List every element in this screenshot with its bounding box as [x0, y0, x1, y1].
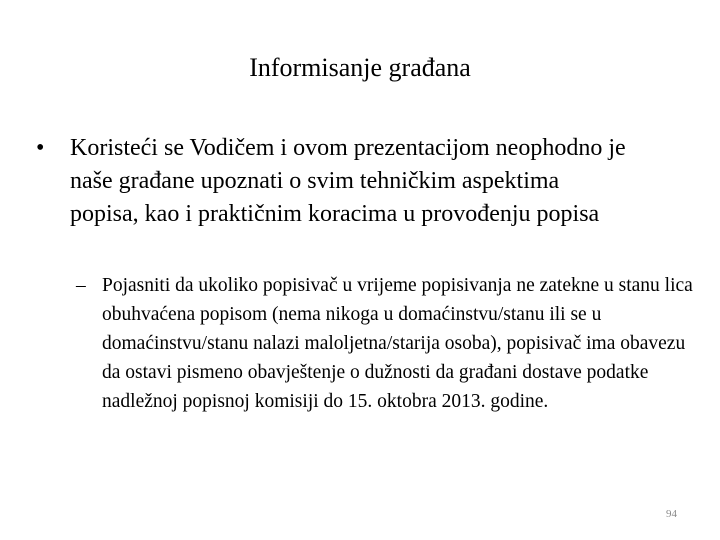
bullet-marker: •: [36, 135, 45, 161]
page-number: 94: [666, 508, 677, 520]
sub-bullet-marker: –: [76, 275, 86, 296]
slide-title: Informisanje građana: [249, 53, 471, 82]
bullet-level-2: [76, 271, 696, 416]
bullet-level-1: [36, 132, 636, 231]
sub-bullet-text: Pojasniti da ukoliko popisivač u vrijeme popisivanja ne zatekne u stanu lica obuhvaćena popisom (nema nikoga u domaćinstvu/stanu ili se u domaćinstvu/stanu nalazi maloljetna/starija osoba), popisivač ima obavezu da ostavi pismeno obavještenje o dužnosti da građani dostave podatke nadležnoj popisnoj komisiji do 15. oktobra 2013. godine.: [102, 275, 693, 412]
bullet-text: Koristeći se Vodičem i ovom prezentacijom neophodno je naše građane upoznati o svim tehničkim aspektima popisa, kao i praktičnim koracima u provođenju popisa: [70, 135, 626, 227]
